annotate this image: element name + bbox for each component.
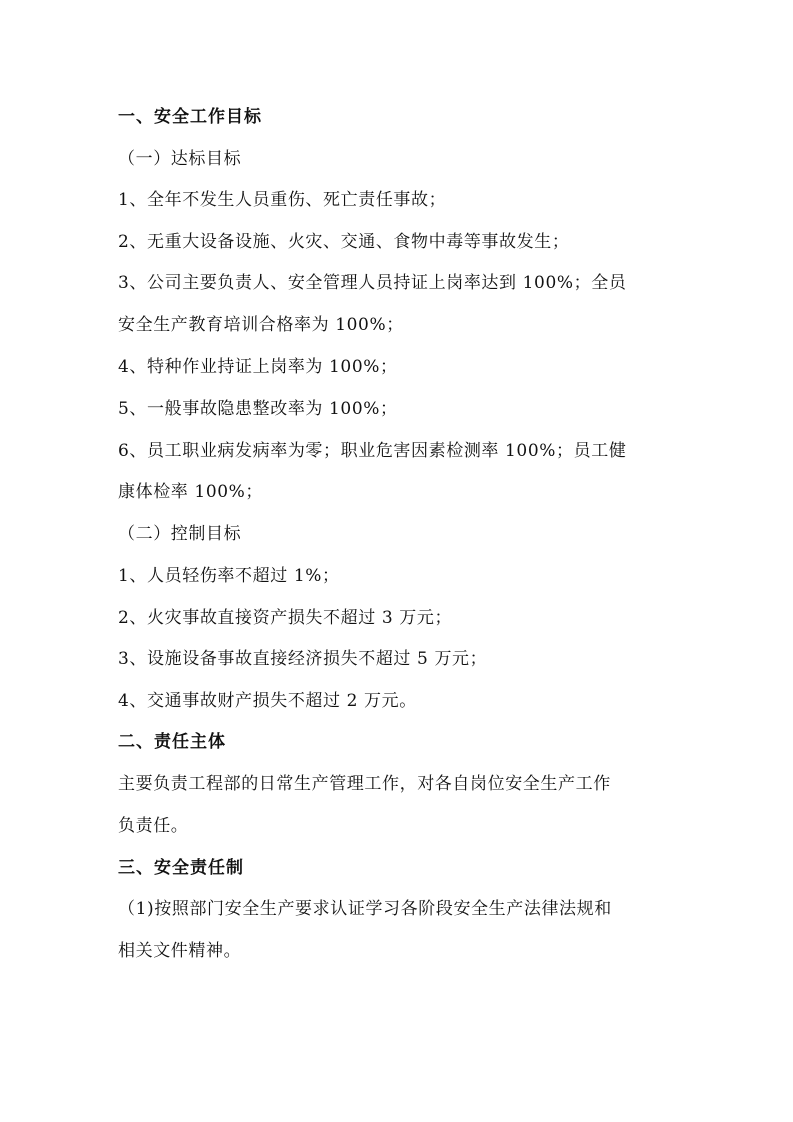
paragraph-line: 1、人员轻伤率不超过 1%；: [118, 566, 340, 586]
paragraph-line: 4、特种作业持证上岗率为 100%；: [118, 357, 398, 377]
paragraph-line: 负责任。: [118, 816, 189, 836]
paragraph-line: 6、员工职业病发病率为零；职业危害因素检测率 100%；员工健: [118, 441, 627, 461]
section-heading-responsible-party: 二、责任主体: [118, 732, 226, 752]
paragraph-line: 4、交通事故财产损失不超过 2 万元。: [118, 691, 417, 711]
section-heading-safety-goals: 一、安全工作目标: [118, 107, 262, 127]
paragraph-line: 3、公司主要负责人、安全管理人员持证上岗率达到 100%；全员: [118, 273, 627, 293]
section-heading-responsibility-system: 三、安全责任制: [118, 858, 244, 878]
paragraph-line: 相关文件精神。: [118, 941, 242, 961]
paragraph-line: 康体检率 100%；: [118, 482, 264, 502]
paragraph-line: 2、火灾事故直接资产损失不超过 3 万元；: [118, 608, 453, 628]
paragraph-line: 主要负责工程部的日常生产管理工作，对各自岗位安全生产工作: [118, 774, 611, 794]
paragraph-line: 安全生产教育培训合格率为 100%；: [118, 315, 404, 335]
subheading-control-goals: （二）控制目标: [118, 524, 242, 544]
paragraph-line: 3、设施设备事故直接经济损失不超过 5 万元；: [118, 649, 488, 669]
paragraph-line: （1)按照部门安全生产要求认证学习各阶段安全生产法律法规和: [118, 899, 612, 919]
paragraph-line: 5、一般事故隐患整改率为 100%；: [118, 399, 398, 419]
paragraph-line: 2、无重大设备设施、火灾、交通、食物中毒等事故发生；: [118, 232, 570, 252]
paragraph-line: 1、全年不发生人员重伤、死亡责任事故；: [118, 190, 447, 210]
subheading-target-goals: （一）达标目标: [118, 149, 242, 169]
